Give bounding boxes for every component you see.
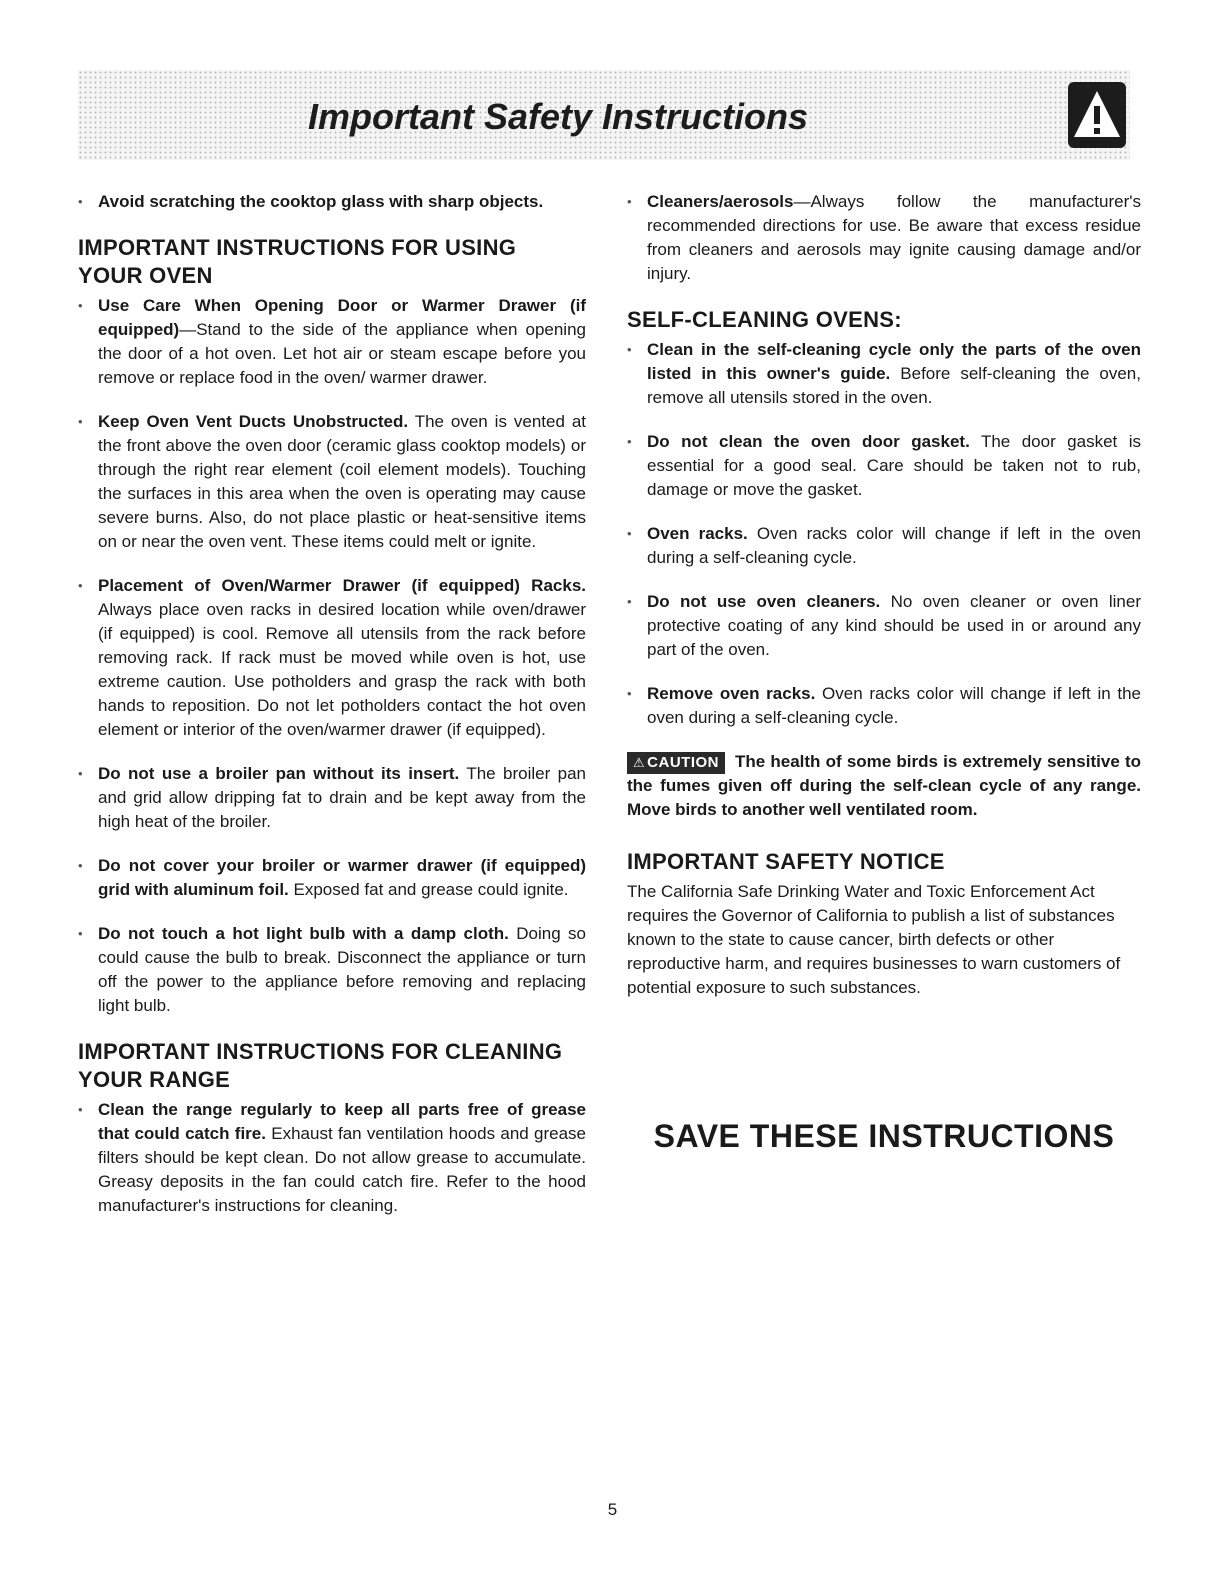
bullet-item: • Clean the range regularly to keep all parts free of grease that could catch fire. Exhaust fan ventilation hoods and grease filters should be kept clean. Do not allow grease to accumulate. Greasy deposits in the fan could catch fire. Refer to the hood manufacturer's instructions for cleaning. [78, 1098, 586, 1218]
bullet-item: • Keep Oven Vent Ducts Unobstructed. The oven is vented at the front above the oven door (ceramic glass cooktop models) or through the right rear element (coil element models). Touching the surfaces in this area when the oven is operating may cause severe burns. Also, do not place plastic or heat-sensitive items on or near the oven vent. These items could melt or ignite. [78, 410, 586, 554]
caution-badge: ⚠ CAUTION [627, 752, 725, 774]
save-instructions-heading: SAVE THESE INSTRUCTIONS [653, 1118, 1115, 1154]
bullet-item: • Do not clean the oven door gasket. The door gasket is essential for a good seal. Care should be taken not to rub, damage or move the gasket. [627, 430, 1141, 502]
caution-notice: ⚠ CAUTION The health of some birds is extremely sensitive to the fumes given off during the self-clean cycle of any range. Move birds to another well ventilated room. [627, 752, 1141, 819]
bullet-item: • Remove oven racks. Oven racks color will change if left in the oven during a self-cleaning cycle. [627, 682, 1141, 730]
bullet-item: • Clean in the self-cleaning cycle only the parts of the oven listed in this owner's guide. Before self-cleaning the oven, remove all utensils stored in the oven. [627, 338, 1141, 410]
safety-notice-text: The California Safe Drinking Water and Toxic Enforcement Act requires the Governor of California to publish a list of substances known to the state to cause cancer, birth defects or other reproductive harm, and requires businesses to warn customers of potential exposure to such substances. [627, 882, 1121, 997]
page-number: 5 [607, 1500, 618, 1519]
section-heading-cleaning-range: IMPORTANT INSTRUCTIONS FOR CLEANING YOUR RANGE [78, 1039, 563, 1092]
header-banner [78, 70, 1130, 160]
bullet-item: • Oven racks. Oven racks color will change if left in the oven during a self-cleaning cycle. [627, 522, 1141, 570]
right-column [627, 190, 1141, 1000]
section-heading-self-cleaning: SELF-CLEANING OVENS: [627, 307, 902, 332]
section-heading-using-oven: IMPORTANT INSTRUCTIONS FOR USING YOUR OVEN [78, 235, 517, 288]
section-heading-safety-notice: IMPORTANT SAFETY NOTICE [627, 849, 945, 874]
bullet-item: • Do not use a broiler pan without its insert. The broiler pan and grid allow dripping fat to drain and be kept away from the high heat of the broiler. [78, 762, 586, 834]
bullet-item: • Do not use oven cleaners. No oven cleaner or oven liner protective coating of any kind should be used in or around any part of the oven. [627, 590, 1141, 662]
caution-triangle-icon: ⚠ [633, 755, 646, 770]
bullet-item: • Do not cover your broiler or warmer drawer (if equipped) grid with aluminum foil. Exposed fat and grease could ignite. [78, 854, 586, 902]
bullet-item: • Use Care When Opening Door or Warmer Drawer (if equipped)—Stand to the side of the appliance when opening the door of a hot oven. Let hot air or steam escape before you remove or replace food in the oven/ warmer drawer. [78, 294, 586, 390]
bullet-item: • Do not touch a hot light bulb with a damp cloth. Doing so could cause the bulb to break. Disconnect the appliance or turn off the power to the appliance before removing and replacing light bulb. [78, 922, 586, 1018]
bullet-item: • Avoid scratching the cooktop glass with sharp objects. [78, 190, 586, 214]
bullet-item: • Cleaners/aerosols—Always follow the manufacturer's recommended directions for use. Be aware that excess residue from cleaners and aerosols may ignite causing damage and/or injury. [627, 190, 1141, 286]
left-column [78, 190, 586, 1238]
page-title: Important Safety Instructions [307, 96, 809, 137]
warning-exclamation-icon [1068, 82, 1126, 148]
bullet-item: • Placement of Oven/Warmer Drawer (if equipped) Racks. Always place oven racks in desired location while oven/drawer (if equipped) is cool. Remove all utensils from the rack before removing rack. If rack must be moved while oven is hot, use extreme caution. Use potholders and grasp the rack with both hands to reposition. Do not let potholders contact the hot oven element or interior of the oven/warmer drawer (if equipped). [78, 574, 586, 742]
